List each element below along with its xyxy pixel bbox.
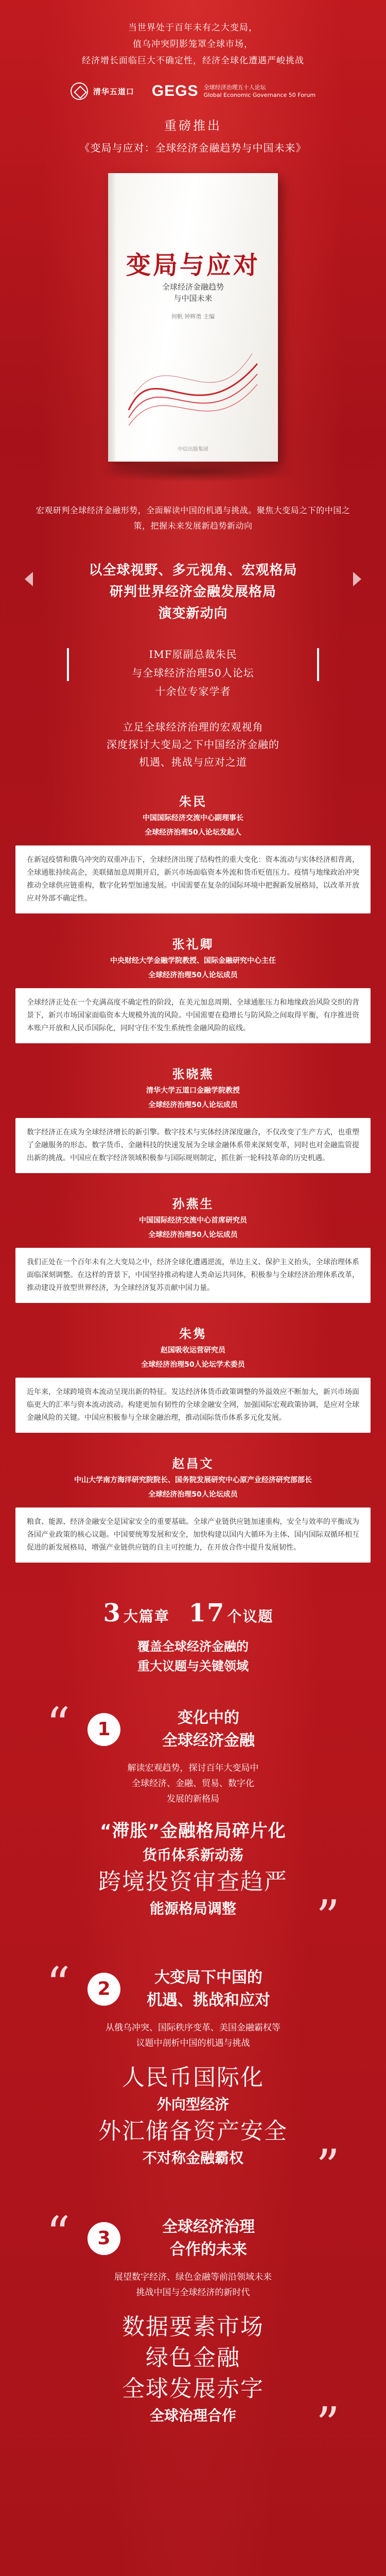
chapter-number: 2	[87, 1973, 120, 2006]
speaker-title-2: 全球经济治理50人论坛学术委员	[141, 1361, 245, 1369]
headline-band	[0, 560, 386, 624]
chapter-title-2: 合作的未来	[170, 2241, 247, 2259]
book-cover-subtitle	[108, 281, 278, 304]
speaker-card	[15, 791, 371, 913]
speaker-title-2: 全球经济治理50人论坛成员	[148, 1231, 238, 1239]
speaker-summary: 在新冠疫情和俄乌冲突的双重冲击下，全球经济出现了结构性的重大变化：资本流动与实体经济相背离，全球通胀持续高企，美联储加息周期开启，新兴市场面临资本外流和货币贬值压力。疫情与地缘政治冲突推动全球供应链重构，数字化转型加速发展。中国需要在复杂的国际环境中把握新发展格局，以改革开放应对外部不确定性。	[15, 845, 371, 913]
chapter-block	[26, 1957, 360, 2194]
gegs-logo	[152, 82, 315, 100]
chapter-desc-3: 发展的新格局	[167, 1794, 219, 1804]
chapter-number: 1	[87, 1713, 120, 1746]
contributors-quote	[0, 645, 386, 701]
speaker-name: 张晓燕	[172, 1067, 214, 1081]
chapter-desc-2: 议题中剖析中国的机遇与挑战	[136, 2038, 250, 2048]
arrow-left-icon	[25, 572, 33, 586]
chapter-topic: 货币体系新动荡	[142, 1846, 243, 1863]
chapters-header	[0, 1599, 386, 1676]
speakers-list	[0, 791, 386, 1563]
focus-line-2: 深度探讨大变局之下中国经济金融的	[107, 738, 279, 751]
chapter-topic: 不对称金融霸权	[142, 2149, 243, 2166]
speaker-summary: 近年来，全球跨境资本流动呈现出新的特征。发达经济体货币政策调整的外溢效应不断加大，新兴市场面临更大的汇率与资本流动波动。构建更加有韧性的全球金融安全网，加强国际宏观政策协调，是应对全球金融风险的关键。中国应积极参与全球金融治理，推动国际货币体系多元化发展。	[15, 1378, 371, 1433]
speaker-card	[15, 934, 371, 1043]
chapter-desc	[26, 1760, 360, 1807]
topics-count-word: 个议题	[227, 1608, 274, 1625]
chapter-topic: 外汇储备资产安全	[98, 2118, 288, 2144]
quote-bar-left	[67, 648, 69, 681]
tsinghua-logo	[71, 82, 134, 100]
close-quote-icon: ”	[315, 2140, 340, 2194]
speaker-title-1: 赵国吸收运营研究员	[161, 1346, 225, 1354]
book-cover-title: 变局与应对	[126, 251, 260, 280]
speaker-card	[15, 1064, 371, 1173]
chapter-title-1: 大变局下中国的	[154, 1969, 262, 1987]
chapters-sub-2: 重大议题与关键领域	[137, 1659, 249, 1673]
chapter-title-1: 全球经济治理	[162, 2218, 255, 2236]
quote-bar-right	[317, 648, 319, 681]
chapter-desc	[26, 2020, 360, 2051]
quote-line-2: 与全球经济治理50人论坛	[132, 667, 254, 679]
headline-line-1: 以全球视野、多元视角、宏观格局	[89, 563, 297, 578]
chapter-topic: 能源格局调整	[149, 1900, 236, 1917]
speaker-name: 张礼卿	[172, 937, 214, 952]
chapter-title-2: 全球经济金融	[162, 1732, 255, 1750]
book-cover-publisher: 中信出版集团	[178, 447, 208, 452]
chapter-topic: 绿色金融	[146, 2345, 240, 2371]
chapter-desc-1: 从俄乌冲突、国际秩序变革、美国金融霸权等	[106, 2023, 280, 2033]
speaker-name: 孙燕生	[172, 1197, 214, 1211]
chapter-desc-1: 解读宏观趋势，探讨百年大变局中	[127, 1763, 259, 1773]
chapter-title-1: 变化中的	[178, 1709, 239, 1727]
chapter-desc	[26, 2269, 360, 2300]
open-quote-icon: “	[46, 2207, 71, 2261]
book-title-line: 《变局与应对：全球经济金融趋势与中国未来》	[79, 142, 307, 154]
intro-description: 宏观研判全球经济金融形势，全面解读中国的机遇与挑战。聚焦大变局之下的中国之策，把握未来发展新趋势新动向	[36, 505, 350, 531]
speaker-card	[15, 1324, 371, 1433]
speaker-name: 朱民	[179, 794, 207, 809]
chapter-title	[26, 2216, 360, 2261]
chapters-count-word: 大篇章	[123, 1608, 170, 1625]
speaker-title-1: 中央财经大学金融学院教授、国际金融研究中心主任	[110, 957, 276, 965]
speaker-title-2: 全球经济治理50人论坛成员	[148, 1101, 238, 1109]
chapter-topic: 外向型经济	[156, 2096, 229, 2113]
focus-line-1: 立足全球经济治理的宏观视角	[122, 721, 264, 733]
chapters-subheading	[0, 1637, 386, 1676]
chapter-desc-2: 全球经济、金融、贸易、数字化	[132, 1778, 254, 1789]
topics-count-num: 17	[188, 1599, 225, 1628]
book-shadow	[95, 462, 296, 482]
chapters-count	[0, 1599, 386, 1628]
chapter-topic: 全球治理合作	[149, 2407, 236, 2424]
speaker-title-2: 全球经济治理50人论坛成员	[148, 1490, 238, 1499]
gegs-sub-en: Global Economic Governance 50 Forum	[203, 92, 316, 98]
book-cover-sub-2: 与中国未来	[173, 294, 213, 303]
quote-line-1: IMF原副总裁朱民	[149, 648, 237, 660]
book-cover-author: 何帆 钟辉勇 主编	[171, 313, 215, 320]
headline-line-2: 研判世界经济金融发展格局	[109, 584, 276, 600]
chapter-topic: 数据要素市场	[122, 2314, 264, 2340]
speaker-title-2: 全球经济治理50人论坛发起人	[145, 828, 241, 837]
speaker-title-1: 中国国际经济交流中心首席研究员	[139, 1216, 247, 1225]
chapter-desc-2: 挑战中国与全球经济的新时代	[136, 2287, 250, 2298]
speaker-summary: 全球经济正处在一个充满高度不确定性的阶段，在美元加息周期、全球通胀压力和地缘政治风险交织的背景下，新兴市场国家面临资本大规模外流的风险。中国需要在稳增长与防风险之间取得平衡，有序推进资本账户开放和人民币国际化，同时守住不发生系统性金融风险的底线。	[15, 988, 371, 1043]
headline-line-3: 演变新动向	[158, 606, 228, 621]
book-cover	[108, 173, 278, 462]
book-swirl-graphic	[124, 333, 262, 436]
speaker-summary: 数字经济正在成为全球经济增长的新引擎。数字技术与实体经济深度融合，不仅改变了生产方式，也重塑了金融服务的形态。数字货币、金融科技的快速发展为全球金融体系带来深刻变革，同时也对金融监管提出新的挑战。中国应在数字经济领域积极参与国际规则制定，抓住新一轮科技革命的历史机遇。	[15, 1118, 371, 1173]
speaker-title-1: 清华大学五道口金融学院教授	[146, 1087, 240, 1095]
speaker-summary: 我们正处在一个百年未有之大变局之中，经济全球化遭遇逆流，单边主义、保护主义抬头，全球治理体系面临深刻调整。在这样的背景下，中国坚持推动构建人类命运共同体，积极参与全球经济治理体系改革，推动建设开放型世界经济，为全球经济复苏贡献中国力量。	[15, 1248, 371, 1303]
intro-line-3: 经济增长面临巨大不确定性，经济全球化遭遇严峻挑战	[82, 56, 304, 66]
close-quote-icon: ”	[315, 1890, 340, 1944]
chapter-topic: “滞胀”金融格局碎片化	[100, 1821, 286, 1841]
speaker-summary: 粮食、能源、经济金融安全是国家安全的重要基础。全球产业链供应链加速重构，安全与效率的平衡成为各国产业政策的核心议题。中国要统筹发展和安全，加快构建以国内大循环为主体、国内国际双循环相互促进的新发展格局，增强产业链供应链的自主可控能力，在开放合作中提升发展韧性。	[15, 1507, 371, 1563]
close-quote-icon: ”	[315, 2397, 340, 2451]
chapter-topic: 全球发展赤字	[122, 2376, 264, 2402]
chapters-sub-1: 覆盖全球经济金融的	[137, 1639, 249, 1654]
chapter-desc-1: 展望数字经济、绿色金融等前沿领域未来	[114, 2272, 272, 2282]
chapter-topic: 跨境投资审查趋严	[98, 1869, 288, 1895]
chapter-number: 3	[87, 2222, 120, 2255]
book-cover-wrap	[59, 173, 327, 482]
focus-statement	[0, 718, 386, 771]
speaker-card	[15, 1194, 371, 1303]
partner-logos	[49, 82, 337, 100]
intro-line-2: 值乌冲突阴影笼罩全球市场，	[133, 39, 253, 49]
gegs-label: GEGS	[151, 82, 199, 99]
speaker-card	[15, 1453, 371, 1563]
chapter-topic: 人民币国际化	[122, 2064, 264, 2091]
tsinghua-emblem-icon	[71, 82, 88, 100]
arrow-right-icon	[353, 572, 361, 586]
book-cover-sub-1: 全球经济金融趋势	[162, 282, 224, 292]
chapter-block	[26, 1698, 360, 1944]
chapter-title-2: 机遇、挑战和应对	[147, 1991, 270, 2009]
gegs-sub-cn: 全球经济治理五十人论坛	[203, 84, 266, 91]
chapter-title	[26, 1707, 360, 1752]
speaker-title-1: 中山大学南方海洋研究院院长、国务院发展研究中心原产业经济研究部部长	[74, 1476, 312, 1484]
chapters-count-num: 3	[103, 1599, 121, 1628]
intro-line-1: 当世界处于百年未有之大变局，	[128, 23, 258, 33]
open-quote-icon: “	[46, 1698, 71, 1752]
chapter-title	[26, 1967, 360, 2012]
speaker-name: 朱隽	[179, 1327, 207, 1341]
speaker-title-1: 中国国际经济交流中心副理事长	[143, 814, 243, 822]
speaker-title-2: 全球经济治理50人论坛成员	[148, 971, 238, 979]
focus-line-3: 机遇、挑战与应对之道	[139, 756, 247, 768]
chapter-block	[26, 2207, 360, 2451]
quote-line-3: 十余位专家学者	[155, 685, 231, 698]
open-quote-icon: “	[46, 1957, 71, 2011]
intro-text	[0, 0, 386, 69]
speaker-name: 赵昌文	[172, 1456, 214, 1471]
presents-heading: 重磅推出	[164, 118, 222, 133]
tsinghua-label: 清华五道口	[93, 87, 134, 96]
